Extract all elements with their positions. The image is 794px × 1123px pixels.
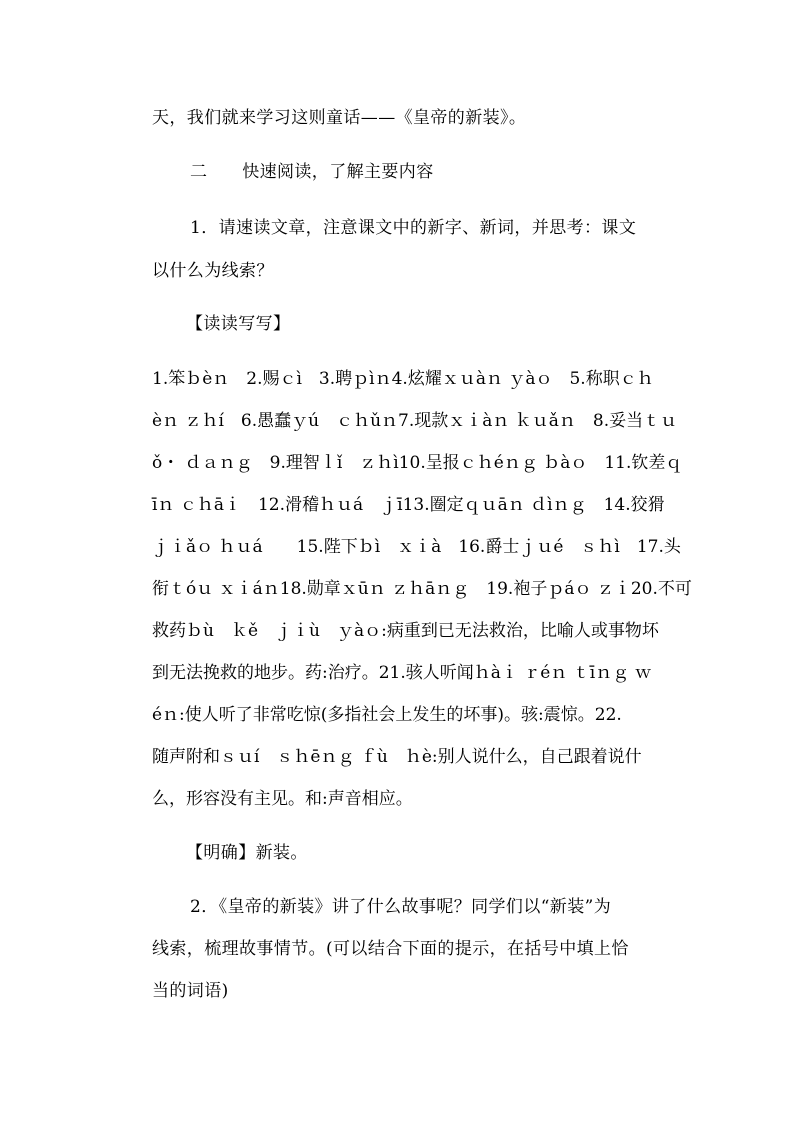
vocab-line: èｎ ｚｈí 6.愚蠢ｙú ｃｈǔｎ7.现款ｘｉàｎ ｋｕǎｎ 8.妥当ｔｕ bbox=[152, 411, 678, 431]
vocab-line: 救药ｂù ｋě ｊｉù ｙàｏ:病重到已无法救治，比喻人或事物坏 bbox=[152, 621, 659, 641]
vocab-line: īｎ ｃｈāｉ 12.滑稽ｈｕá ｊī13.圈定ｑｕāｎ ｄìｎｇ 14.狡猾 bbox=[152, 495, 665, 515]
vocab-line: 1.笨ｂèｎ 2.赐ｃì 3.聘ｐìｎ4.炫耀ｘｕàｎ ｙàｏ 5.称职ｃｈ bbox=[152, 369, 654, 389]
answer-line: 【明确】新装。 bbox=[186, 843, 308, 863]
question-1-line-2: 以什么为线索？ bbox=[152, 261, 274, 281]
vocab-line: ｊｉǎｏ ｈｕá 15.陛下ｂì ｘｉà 16.爵士ｊｕé ｓｈì 17.头 bbox=[152, 537, 681, 557]
question-1-line-1: 1．请速读文章，注意课文中的新字、新词，并思考：课文 bbox=[190, 218, 637, 238]
section-heading: 二 快速阅读，了解主要内容 bbox=[190, 162, 434, 182]
vocab-line: 么，形容没有主见。和:声音相应。 bbox=[152, 789, 413, 809]
vocab-line: 到无法挽救的地步。药:治疗。21.骇人听闻ｈàｉ ｒéｎ ｔīｎｇ ｗ bbox=[152, 663, 652, 683]
vocab-line: ǒ・ ｄａｎｇ 9.理智ｌǐ ｚｈì10.呈报ｃｈéｎｇ ｂàｏ 11.钦差ｑ bbox=[152, 453, 683, 473]
vocab-line: éｎ:使人听了非常吃惊(多指社会上发生的坏事)。骇:震惊。22. bbox=[152, 705, 622, 725]
vocab-heading: 【读读写写】 bbox=[186, 314, 291, 334]
vocab-line: 衔ｔóｕ ｘｉáｎ18.勋章ｘūｎ ｚｈāｎｇ 19.袍子ｐáｏ ｚｉ20.不可 bbox=[152, 579, 692, 599]
question-2-line-2: 线索，梳理故事情节。(可以结合下面的提示，在括号中填上恰 bbox=[152, 939, 629, 959]
question-2-line-1: 2．《皇帝的新装》讲了什么故事呢？同学们以“新装”为 bbox=[190, 897, 612, 917]
question-2-line-3: 当的词语) bbox=[152, 981, 229, 1001]
intro-line: 天，我们就来学习这则童话——《皇帝的新装》。 bbox=[152, 108, 527, 128]
vocab-line: 随声附和ｓｕí ｓｈēｎｇ ｆù ｈè:别人说什么，自己跟着说什 bbox=[152, 747, 642, 767]
